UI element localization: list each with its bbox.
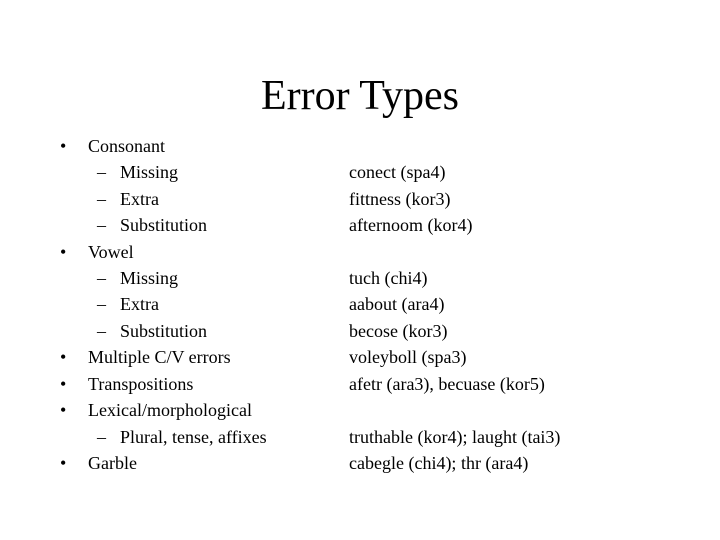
subcategory-label: Substitution — [120, 321, 208, 341]
dash-marker: – — [97, 268, 106, 288]
category-transpositions: Transpositions — [88, 374, 194, 394]
dash-marker: – — [97, 294, 106, 314]
error-example: afternoom (kor4) — [349, 215, 473, 235]
error-example: fittness (kor3) — [349, 189, 451, 209]
category-garble: Garble — [88, 453, 137, 473]
category-consonant: Consonant — [88, 136, 166, 156]
dash-marker: – — [97, 189, 106, 209]
subcategory-label: Extra — [120, 294, 159, 314]
category-lexical-morphological: Lexical/morphological — [88, 400, 252, 420]
subcategory-label: Missing — [120, 162, 179, 182]
error-example: aabout (ara4) — [349, 294, 445, 314]
subcategory-label: Missing — [120, 268, 179, 288]
bullet-marker: • — [60, 242, 67, 262]
error-example: conect (spa4) — [349, 162, 446, 182]
bullet-marker: • — [60, 453, 67, 473]
subcategory-label: Extra — [120, 189, 159, 209]
dash-marker: – — [97, 215, 106, 235]
error-example: tuch (chi4) — [349, 268, 428, 288]
error-example: truthable (kor4); laught (tai3) — [349, 427, 561, 447]
category-vowel: Vowel — [88, 242, 134, 262]
dash-marker: – — [97, 321, 106, 341]
bullet-marker: • — [60, 374, 67, 394]
bullet-marker: • — [60, 347, 67, 367]
error-example: cabegle (chi4); thr (ara4) — [349, 453, 529, 473]
dash-marker: – — [97, 427, 106, 447]
bullet-marker: • — [60, 136, 67, 156]
dash-marker: – — [97, 162, 106, 182]
category-multiple-cv-errors: Multiple C/V errors — [88, 347, 231, 367]
error-example: becose (kor3) — [349, 321, 448, 341]
subcategory-label: Plural, tense, affixes — [120, 427, 267, 447]
slide-title: Error Types — [260, 73, 460, 119]
subcategory-label: Substitution — [120, 215, 208, 235]
error-example: afetr (ara3), becuase (kor5) — [349, 374, 545, 394]
error-example: voleyboll (spa3) — [349, 347, 467, 367]
bullet-marker: • — [60, 400, 67, 420]
